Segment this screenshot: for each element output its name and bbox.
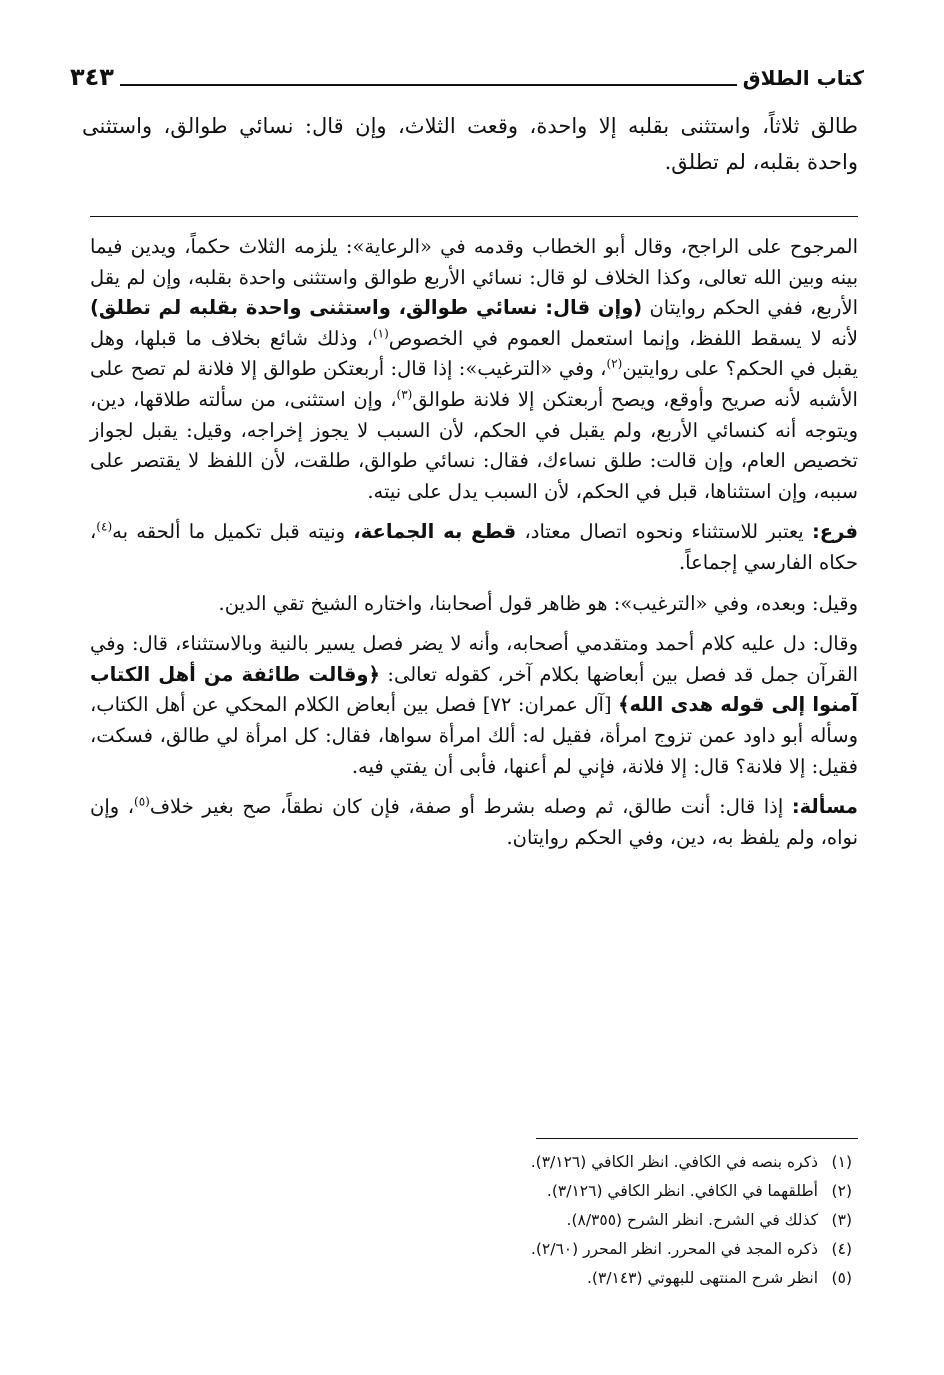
commentary-text: ونيته قبل تكميل ما ألحقه به [112,520,346,544]
footnote-ref-3[interactable]: (٣) [396,387,413,402]
footnote-number: (٥) [831,1269,852,1287]
main-text-block [82,108,858,180]
commentary-text: ، حكاه الفارسي إجماعاً. [90,520,858,574]
commentary-paragraph-5 [90,792,858,853]
running-header [70,50,864,90]
commentary-block [90,232,858,863]
footnote-item [90,1235,852,1264]
section-label-masala: مسألة: [791,795,858,819]
footnote-number: (١) [831,1153,852,1171]
footnote-item [90,1148,852,1177]
footnote-ref-2[interactable]: (٢) [606,356,623,371]
footnotes-block [90,1148,852,1293]
commentary-text: وقال: دل عليه كلام أحمد ومتقدمي أصحابه، وأنه لا يضر فصل يسير بالنية وبالاستثناء، قال: وفي القرآن جمل قد فصل بين أبعاضها بكلام آخر، كقوله تعالى: [90,632,858,686]
footnote-number: (٣) [831,1211,852,1229]
footnote-number: (٤) [831,1240,852,1258]
footnote-ref-4[interactable]: (٤) [96,519,113,534]
footnote-text: أطلقهما في الكافي. انظر الكافي (٣/١٢٦). [546,1182,818,1200]
commentary-paragraph-4 [90,629,858,782]
commentary-text: يعتبر للاستثناء ونحوه اتصال معتاد، [524,520,804,544]
main-paragraph: طالق ثلاثاً، واستثنى بقلبه إلا واحدة، وقعت الثلاث، وإن قال: نسائي طوالق، واستثنى واحدة بقلبه، لم تطلق. [82,114,858,174]
text-commentary-separator [90,216,858,217]
quoted-matn: (وإن قال: نسائي طوالق، واستثنى واحدة بقلبه لم تطلق) [90,296,643,320]
book-title: كتاب الطلاق [742,66,864,90]
footnote-text: انظر شرح المنتهى للبهوتي (٣/١٤٣). [586,1269,818,1287]
commentary-text: المرجوح على الراجح، وقال أبو الخطاب وقدمه في «الرعاية»: يلزمه الثلاث حكماً، ويدين فيما بينه وبين الله تعالى، وكذا الخلاف لو قال: نسائي الأربع طوالق واستثنى واحدة بقلبه، وإن لم يقل الأربع، ففي الحكم روايتان [90,235,859,320]
footnote-text: ذكره بنصه في الكافي. انظر الكافي (٣/١٢٦). [530,1153,818,1171]
footnote-text: كذلك في الشرح. انظر الشرح (٨/٣٥٥). [566,1211,818,1229]
commentary-paragraph-2 [90,517,858,578]
commentary-text: [آل عمران: ٧٢] فصل بين أبعاض الكلام المحكي عن أهل الكتاب، وسأله أبو داود عمن تزوج امرأة، فقيل له: ألك امرأة سواها، فقال: كل امرأة لي طالق، فسكت، فقيل: إلا فلانة؟ قال: إلا فلانة، فإني لم أعنها، فأبى أن يفتي فيه. [90,693,858,778]
commentary-text: ، وذلك شائع بخلاف ما قبلها، وهل يقبل في الحكم؟ على روايتين [90,326,858,381]
page-number: ٣٤٣ [70,63,114,91]
commentary-text: لأنه لا يسقط اللفظ، وإنما استعمل العموم في الخصوص [388,326,858,350]
footnote-number: (٢) [831,1182,852,1200]
footnote-item [90,1206,852,1235]
commentary-paragraph-1 [90,232,858,507]
commentary-text: ، وإن استثنى، من سألته طلاقها، دين، ويتوجه أنه كنسائي الأربع، ولم يقبل في الحكم، لأن السبب لا يجوز إخراجه، وقيل: يقبل لجواز تخصيص العام، وإن قالت: طلق نساءك، فقال: نسائي طوالق، طلقت، لأن اللفظ لا يقتصر على سببه، وإن استثناها، قبل في الحكم، لأن السبب يدل على نيته. [90,387,858,503]
commentary-text: ، وفي «الترغيب»: إذا قال: أربعتكن طوالق إلا فلانة لم تصح على الأشبه لأنه صريح وأوقع، ويصح أربعتكن إلا فلانة طوالق [90,357,858,411]
footnote-item [90,1177,852,1206]
footnote-separator [536,1138,858,1139]
footnote-ref-1[interactable]: (١) [372,326,389,341]
header-rule [120,84,737,86]
commentary-paragraph-3: وقيل: وبعده، وفي «الترغيب»: هو ظاهر قول أصحابنا، واختاره الشيخ تقي الدين. [218,591,858,615]
commentary-text: ، وإن نواه، ولم يلفظ به، دين، وفي الحكم روايتان. [90,795,858,849]
footnote-text: ذكره المجد في المحرر. انظر المحرر (٢/٦٠). [530,1240,818,1258]
footnote-item [90,1264,852,1293]
section-label-far: فرع: [811,520,859,544]
emphasis-text: قطع به الجماعة، [353,520,517,544]
quran-verse: ﴿وقالت طائفة من أهل الكتاب آمنوا إلى قوله هدى الله﴾ [90,662,858,717]
commentary-text: إذا قال: أنت طالق، ثم وصله بشرط أو صفة، فإن كان نطقاً، صح بغير خلاف [149,795,784,819]
footnote-ref-5[interactable]: (٥) [134,794,150,809]
